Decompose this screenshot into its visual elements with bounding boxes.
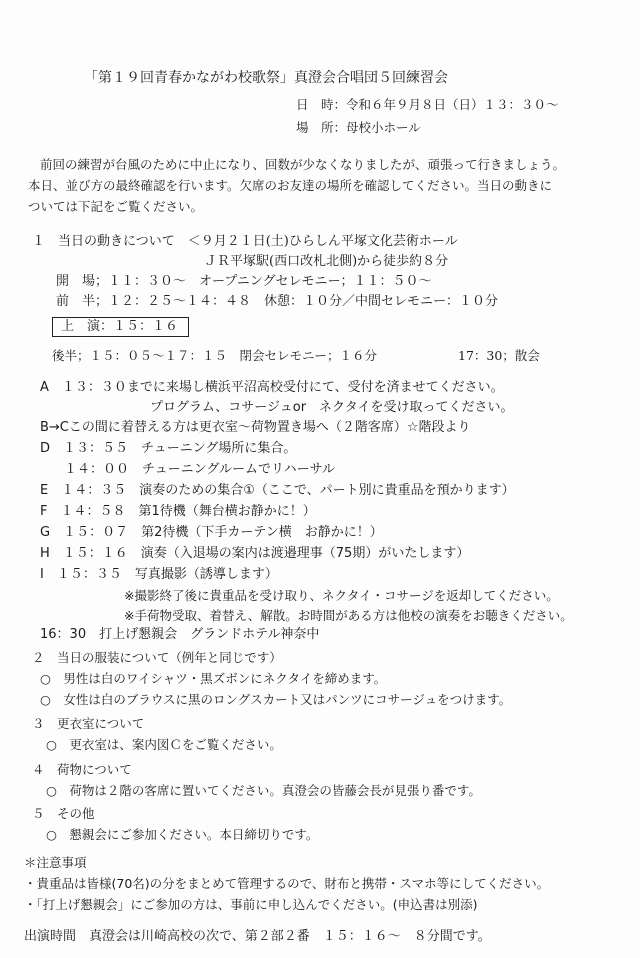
list-item: ○ 更衣室は、案内図Ｃをご覧ください。	[46, 737, 282, 752]
schedule-item: 16：30 打上げ懇親会 グランドホテル神奈中	[40, 627, 320, 642]
place-line: 場 所：母校小ホール	[296, 120, 421, 135]
schedule-note: ※撮影終了後に貴重品を受け取り、ネクタイ・コサージを返却してください。	[124, 588, 559, 603]
schedule-item: I １５：３５ 写真撮影（誘導します）	[40, 567, 278, 582]
schedule-item: A １３：３０までに来場し横浜平沼高校受付にて、受付を済ませてください。	[40, 380, 504, 395]
note-item: ・「打上げ懇親会」にご参加の方は、事前に申し込んでください。(申込書は別添)	[24, 897, 478, 912]
section3-heading: ３ 更衣室について	[32, 716, 145, 731]
schedule-item: B→Cこの間に着替える方は更衣室～荷物置き場へ（２階客席）☆階段より	[40, 420, 471, 435]
list-item: ○ 女性は白のブラウスに黒のロングスカート又はパンツにコサージュをつけます。	[40, 692, 512, 707]
list-item: ○ 懇親会にご参加ください。本日締切りです。	[46, 827, 319, 842]
date-line: 日 時：令和６年９月８日（日）１３：３０～	[296, 97, 559, 112]
schedule-item: G １５：０７ 第2待機（下手カーテン横 お静かに！）	[40, 525, 383, 540]
schedule-item: E １４：３５ 演奏のための集合①（ここで、パート別に貴重品を預かります）	[40, 483, 515, 498]
intro-line: 本日、並び方の最終確認を行います。欠席のお友達の場所を確認してください。当日の動きに	[28, 178, 553, 193]
schedule-item: D １３：５５ チューニング場所に集合。	[40, 441, 297, 456]
section1-heading: １ 当日の動きについて ＜９月２１日(土)ひらしん平塚文化芸術ホール	[32, 234, 458, 249]
open-time: 開 場；１１：３０～ オープニングセレモニー；１１：５０～	[56, 274, 432, 289]
first-half-time: 前 半；１２：２５～１４：４８ 休憩：１０分／中間セレモニー：１０分	[56, 294, 499, 309]
intro-line: 前回の練習が台風のために中止になり、回数が少なくなりましたが、頑張って行きましょう。	[40, 157, 566, 172]
intro-line: ついては下記をご覧ください。	[28, 199, 204, 214]
list-item: ○ 男性は白のワイシャツ・黒ズボンにネクタイを締めます。	[40, 671, 387, 686]
schedule-item: １４：００ チューニングルームでリハーサル	[64, 462, 335, 477]
section2-heading: ２ 当日の服装について（例年と同じです）	[32, 650, 282, 665]
note-item: ・貴重品は皆様(70名)の分をまとめて管理するので、財布と携帯・スマホ等にしてください。	[24, 876, 550, 891]
notes-heading: ＊注意事項	[24, 855, 87, 870]
schedule-note: ※手荷物受取、着替え、解散。お時間がある方は他校の演奏をお聴きください。	[124, 608, 573, 623]
access-line: ＪＲ平塚駅(西口改札北側)から徒歩約８分	[204, 254, 449, 269]
list-item: ○ 荷物は２階の客席に置いてください。真澄会の皆藤会長が見張り番です。	[46, 783, 481, 798]
section4-heading: ４ 荷物について	[32, 762, 132, 777]
schedule-item: プログラム、コサージュor ネクタイを受け取ってください。	[150, 400, 514, 415]
page-title: 「第１９回青春かながわ校歌祭」真澄会合唱団５回練習会	[84, 70, 448, 86]
performance-time-footer: 出演時間 真澄会は川崎高校の次で、第２部２番 １５：１６～ ８分間です。	[24, 929, 491, 944]
schedule-item: H １５：１６ 演奏（入退場の案内は渡邉理事（75期）がいたします）	[40, 546, 470, 561]
schedule-item: F １４：５８ 第1待機（舞台横お静かに！）	[40, 504, 316, 519]
performance-time-box: 上 演：１５：１６	[52, 317, 189, 337]
dismiss-time: 17：30；散会	[458, 348, 540, 363]
section5-heading: ５ その他	[32, 806, 95, 821]
second-half-time: 後半；１５：０５～１７：１５ 閉会セレモニー；１６分	[52, 348, 378, 363]
